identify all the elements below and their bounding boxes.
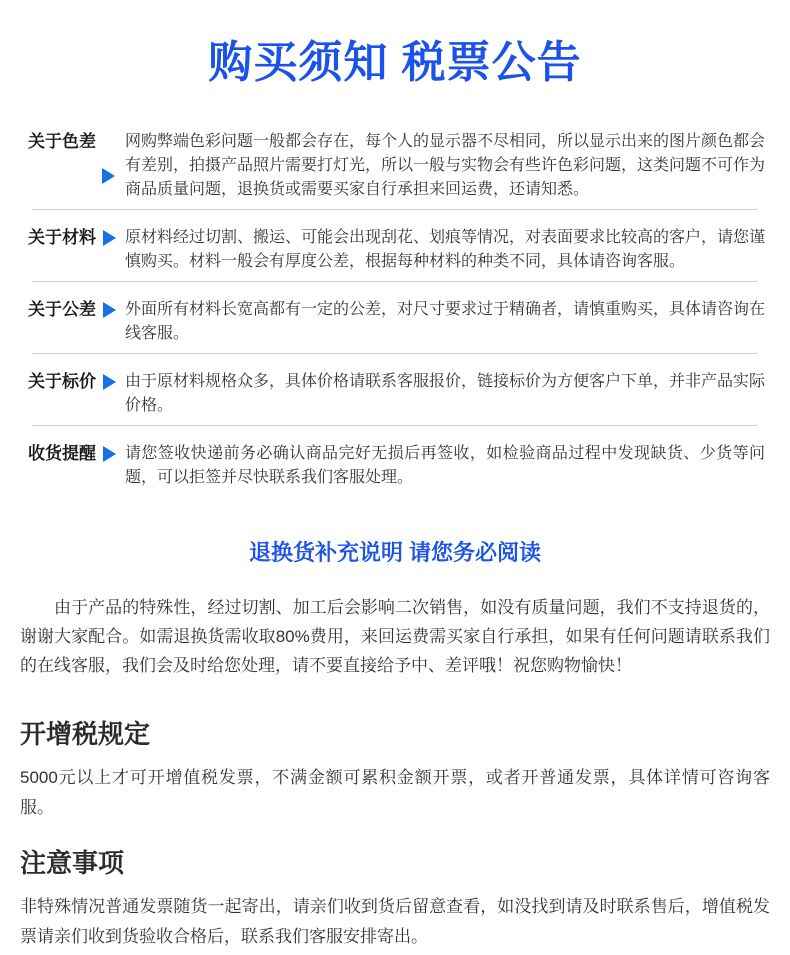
triangle-right-icon: [103, 230, 116, 246]
section-label: 关于标价: [28, 372, 96, 391]
triangle-right-icon: [103, 446, 116, 462]
section-label: 关于色差: [28, 132, 96, 151]
section-text: 网购弊端色彩问题一般都会存在，每个人的显示器不尽相同，所以显示出来的图片颜色都会有差别，拍摄产品照片需要打灯光，所以一般与实物会有些许色彩问题，这类问题不可作为商品质量问题，退换货或需要买家自行承担来回运费，还请知悉。: [125, 133, 766, 198]
notice-section-material: [0, 226, 790, 274]
section-label-cell: [0, 226, 125, 250]
vat-rules-text: 5000元以上才可开增值税发票，不满金额可累积金额开票，或者开普通发票，具体详情可咨询客服。: [20, 768, 770, 817]
notice-section-pricing: [0, 370, 790, 418]
section-label: 收货提醒: [28, 444, 96, 463]
return-policy-text: 由于产品的特殊性，经过切割、加工后会影响二次销售，如没有质量问题，我们不支持退货的，谢谢大家配合。如需退换货需收取80%费用，来回运费需买家自行承担，如果有任何问题请联系我们的在线客服，我们会及时给您处理，请不要直接给予中、差评哦！祝您购物愉快！: [20, 598, 770, 675]
section-label-cell: [0, 370, 125, 394]
section-text: 外面所有材料长宽高都有一定的公差，对尺寸要求过于精确者，请慎重购买，具体请咨询在线客服。: [125, 301, 766, 342]
section-text: 请您签收快递前务必确认商品完好无损后再签收，如检验商品过程中发现缺货、少货等问题，可以拒签并尽快联系我们客服处理。: [125, 445, 765, 486]
triangle-right-icon: [103, 374, 116, 390]
section-label-cell: [0, 130, 125, 184]
page-title: 购买须知 税票公告: [208, 38, 582, 87]
notice-section-delivery: [0, 442, 790, 490]
section-label-cell: [0, 298, 125, 322]
divider: [32, 209, 757, 210]
notes-heading: 注意事项: [20, 848, 125, 878]
notice-section-tolerance: [0, 298, 790, 346]
divider: [32, 353, 757, 354]
notice-section-color-difference: [0, 130, 790, 202]
triangle-right-icon: [102, 168, 115, 184]
notes-text: 非特殊情况普通发票随货一起寄出，请亲们收到货后留意查看，如没找到请及时联系售后，增值税发票请亲们收到货验收合格后，联系我们客服安排寄出。: [20, 897, 770, 946]
return-policy-heading: 退换货补充说明 请您务必阅读: [248, 540, 542, 565]
divider: [32, 425, 757, 426]
divider: [32, 281, 757, 282]
section-label: 关于公差: [28, 300, 96, 319]
vat-rules-heading: 开增税规定: [20, 719, 151, 749]
section-label-cell: [0, 442, 125, 466]
triangle-right-icon: [103, 302, 116, 318]
section-label: 关于材料: [28, 228, 96, 247]
section-text: 由于原材料规格众多，具体价格请联系客服报价，链接标价为方便客户下单，并非产品实际价格。: [125, 373, 766, 414]
section-text: 原材料经过切割、搬运、可能会出现刮花、划痕等情况，对表面要求比较高的客户，请您谨慎购买。材料一般会有厚度公差，根据每种材料的种类不同，具体请咨询客服。: [125, 229, 766, 270]
